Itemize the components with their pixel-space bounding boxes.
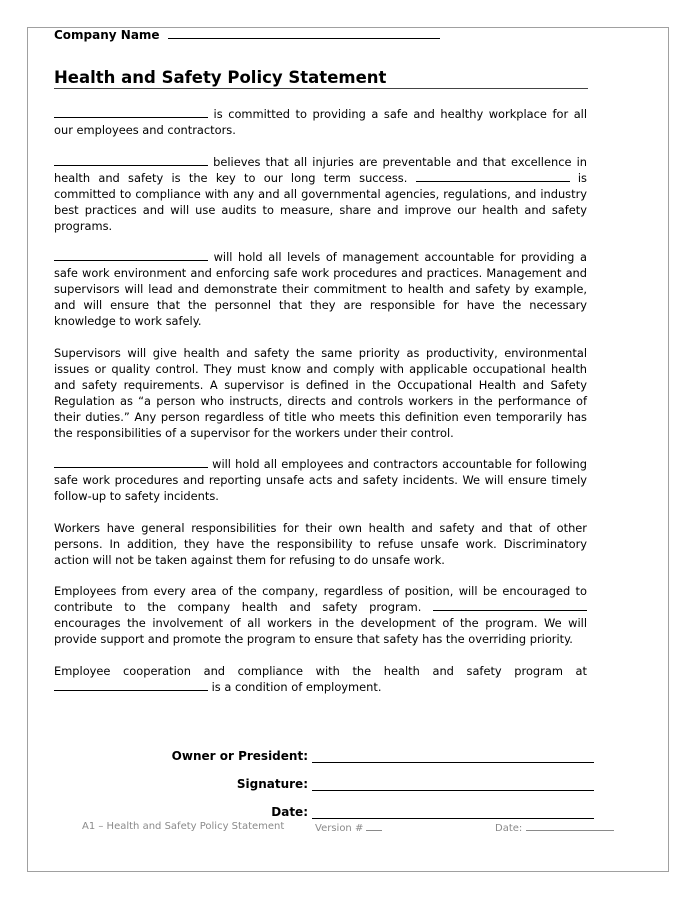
policy-body [54, 106, 587, 710]
paragraph-text: Workers have general responsibilities for their own health and safety and that of other persons. In addition, they have the responsibility to refuse unsafe work. Discriminatory action will not be taken against them for refusing to do unsafe work. [54, 520, 587, 567]
policy-paragraph [54, 249, 587, 329]
company-name-field [54, 28, 440, 42]
company-name-blank[interactable] [54, 154, 208, 166]
paragraph-text: is a condition of employment. [208, 679, 382, 694]
policy-paragraph [54, 663, 587, 695]
policy-paragraph [54, 106, 587, 138]
policy-paragraph [54, 345, 587, 441]
company-name-blank[interactable] [54, 456, 208, 468]
owner-label: Owner or President: [171, 749, 308, 763]
footer-version [315, 821, 382, 834]
paragraph-text: believes that all injuries are preventable and that excellence in health and safety is the key to our long term success. [54, 154, 587, 185]
footer-date-blank [526, 821, 614, 831]
signature-line[interactable] [312, 790, 594, 791]
paragraph-text: Employee cooperation and compliance with the health and safety program at [54, 663, 587, 678]
paragraph-text: is committed to compliance with any and all governmental agencies, regulations, and industry best practices and will use audits to measure, share and improve our health and safety programs. [54, 170, 587, 233]
paragraph-text: will hold all levels of management accountable for providing a safe work environment and enforcing safe work procedures and practices. Management and supervisors will lead and demonstrate their commitment to health and safety by example, and will ensure that the personnel that they are responsible for have the necessary knowledge to work safely. [54, 250, 587, 328]
signature-label: Signature: [236, 777, 308, 791]
date-label: Date: [271, 805, 308, 819]
paragraph-text: Employees from every area of the company, regardless of position, will be encouraged to contribute to the company health and safety program. [54, 584, 587, 614]
footer-date [495, 821, 614, 834]
policy-paragraph [54, 583, 587, 647]
paragraph-text: is committed to providing a safe and healthy workplace for all our employees and contractors. [54, 107, 587, 137]
company-name-blank[interactable] [433, 599, 587, 611]
company-name-blank[interactable] [54, 106, 208, 118]
paragraph-text: will hold all employees and contractors accountable for following safe work procedures and reporting unsafe acts and safety incidents. We will ensure timely follow-up to safety incidents. [54, 457, 587, 503]
company-name-blank[interactable] [54, 249, 208, 261]
footer-doc-ref: A1 – Health and Safety Policy Statement [82, 821, 285, 832]
company-name-label: Company Name [54, 28, 160, 42]
policy-paragraph [54, 456, 587, 504]
company-name-blank[interactable] [54, 679, 208, 691]
footer-date-label: Date: [495, 823, 523, 834]
document-title: Health and Safety Policy Statement [54, 68, 588, 89]
policy-paragraph [54, 154, 587, 234]
owner-line[interactable] [312, 762, 594, 763]
paragraph-text: encourages the involvement of all workers in the development of the program. We will provide support and promote the program to ensure that safety has the overriding priority. [54, 616, 587, 646]
policy-paragraph [54, 520, 587, 568]
company-name-blank[interactable] [416, 170, 570, 182]
date-line[interactable] [312, 818, 594, 819]
company-name-blank[interactable] [168, 28, 440, 39]
footer-version-blank [366, 821, 382, 831]
footer-version-label: Version # [315, 823, 364, 834]
paragraph-text: Supervisors will give health and safety the same priority as productivity, environmental issues or quality control. They must know and comply with applicable occupational health and safety requirements. A supervisor is defined in the Occupational Health and Safety Regulation as “a person who instructs, directs and controls workers in the performance of their duties.” Any person regardless of title who meets this definition even temporarily has the responsibilities of a supervisor for the workers under their control. [54, 345, 587, 440]
